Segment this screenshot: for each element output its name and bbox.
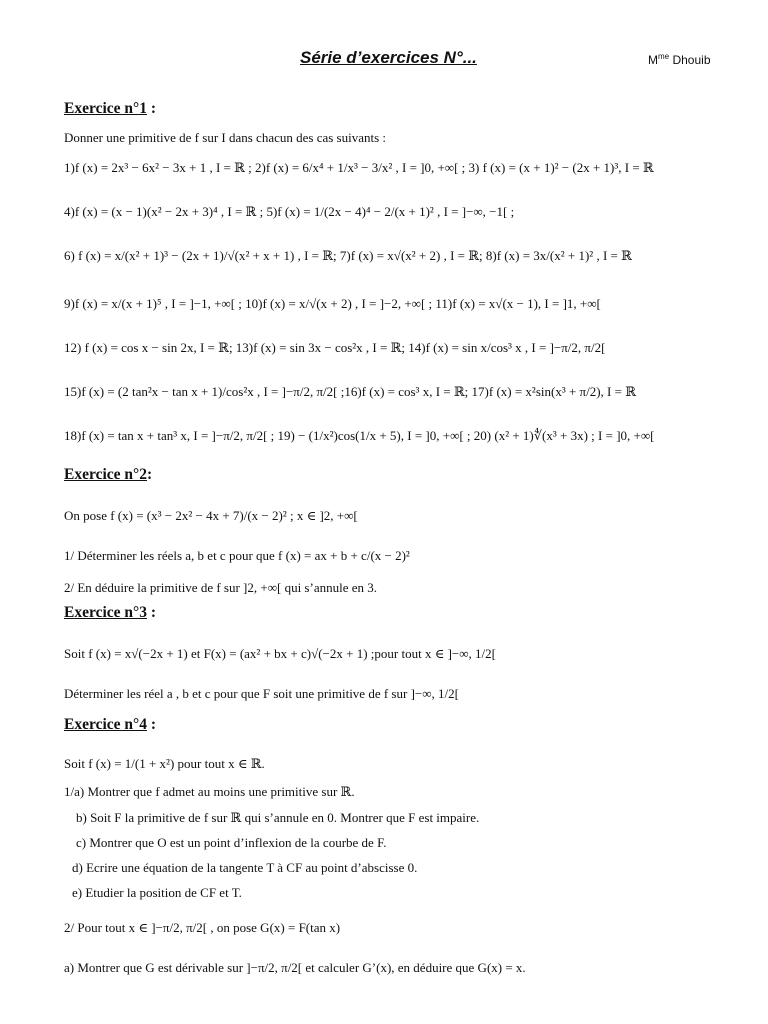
exercise-2-line: 2/ En déduire la primitive de f sur ]2, +∞[ qui s’annule en 3. (64, 580, 377, 595)
page-title: Série d’exercices N°... (300, 48, 477, 67)
exercise-4-title-text: Exercice n°4 (64, 716, 147, 733)
author-sup: me (658, 52, 670, 61)
exercise-1-title (64, 100, 156, 118)
exercise-4-line: 1/a) Montrer que f admet au moins une primitive sur ℝ. (64, 784, 355, 799)
exercise-1-colon: : (146, 100, 157, 117)
exercise-1-line: 1)f (x) = 2x³ − 6x² − 3x + 1 , I = ℝ ; 2)f (x) = 6/x⁴ + 1/x³ − 3/x² , I = ]0, +∞[ ; 3) f (x) = (x + 1)² − (2x + 1)³, I = ℝ (64, 160, 654, 175)
exercise-3-colon: : (146, 604, 157, 621)
exercise-1-line: 15)f (x) = (2 tan²x − tan x + 1)/cos²x , I = ]−π/2, π/2[ ;16)f (x) = cos³ x, I = ℝ; 17)f (x) = x²sin(x³ + π/2), I = ℝ (64, 384, 637, 399)
exercise-1-title-text: Exercice n°1 (64, 100, 147, 117)
exercise-1-line: 9)f (x) = x/(x + 1)⁵ , I = ]−1, +∞[ ; 10)f (x) = x/√(x + 2) , I = ]−2, +∞[ ; 11)f (x) = x√(x − 1), I = ]1, +∞[ (64, 296, 601, 311)
author (648, 52, 711, 67)
exercise-4-line: a) Montrer que G est dérivable sur ]−π/2, π/2[ et calculer G’(x), en déduire que G(x) = x. (64, 960, 526, 975)
exercise-1-line: 18)f (x) = tan x + tan³ x, I = ]−π/2, π/2[ ; 19) − (1/x²)cos(1/x + 5), I = ]0, +∞[ ; 20) (x² + 1)∜(x³ + 3x) ; I = ]0, +∞[ (64, 428, 655, 443)
exercise-4-line: d) Ecrire une équation de la tangente T à CF au point d’abscisse 0. (72, 860, 418, 875)
exercise-4-title (64, 716, 156, 734)
exercise-2-line: On pose f (x) = (x³ − 2x² − 4x + 7)/(x − 2)² ; x ∈ ]2, +∞[ (64, 508, 358, 523)
exercise-2-title (64, 466, 152, 484)
exercise-1-line: 6) f (x) = x/(x² + 1)³ − (2x + 1)/√(x² + x + 1) , I = ℝ; 7)f (x) = x√(x² + 2) , I = ℝ; 8)f (x) = 3x/(x² + 1)² , I = ℝ (64, 248, 632, 263)
exercise-4-line: e) Etudier la position de CF et T. (72, 885, 242, 900)
exercise-4-line: 2/ Pour tout x ∈ ]−π/2, π/2[ , on pose G(x) = F(tan x) (64, 920, 341, 935)
author-name: Dhouib (669, 53, 711, 67)
author-prefix: M (648, 53, 658, 67)
exercise-3-line: Déterminer les réel a , b et c pour que F soit une primitive de f sur ]−∞, 1/2[ (64, 686, 459, 701)
exercise-2-colon: : (146, 466, 153, 483)
exercise-1-line: 4)f (x) = (x − 1)(x² − 2x + 3)⁴ , I = ℝ ; 5)f (x) = 1/(2x − 4)⁴ − 2/(x + 1)² , I = ]−∞, −1[ ; (64, 204, 515, 219)
exercise-2-title-text: Exercice n°2 (64, 466, 147, 483)
exercise-4-colon: : (146, 716, 157, 733)
exercise-3-title-text: Exercice n°3 (64, 604, 147, 621)
exercise-1-line: 12) f (x) = cos x − sin 2x, I = ℝ; 13)f (x) = sin 3x − cos²x , I = ℝ; 14)f (x) = sin x/cos³ x , I = ]−π/2, π/2[ (64, 340, 606, 355)
exercise-3-line: Soit f (x) = x√(−2x + 1) et F(x) = (ax² + bx + c)√(−2x + 1) ;pour tout x ∈ ]−∞, 1/2[ (64, 646, 496, 661)
exercise-3-title (64, 604, 156, 622)
exercise-2-line: 1/ Déterminer les réels a, b et c pour que f (x) = ax + b + c/(x − 2)² (64, 548, 410, 563)
exercise-4-line: Soit f (x) = 1/(1 + x²) pour tout x ∈ ℝ. (64, 756, 265, 771)
exercise-4-line: b) Soit F la primitive de f sur ℝ qui s’annule en 0. Montrer que F est impaire. (76, 810, 480, 825)
exercise-1-instruction: Donner une primitive de f sur I dans chacun des cas suivants : (64, 130, 387, 145)
exercise-4-line: c) Montrer que O est un point d’inflexion de la courbe de F. (76, 835, 387, 850)
